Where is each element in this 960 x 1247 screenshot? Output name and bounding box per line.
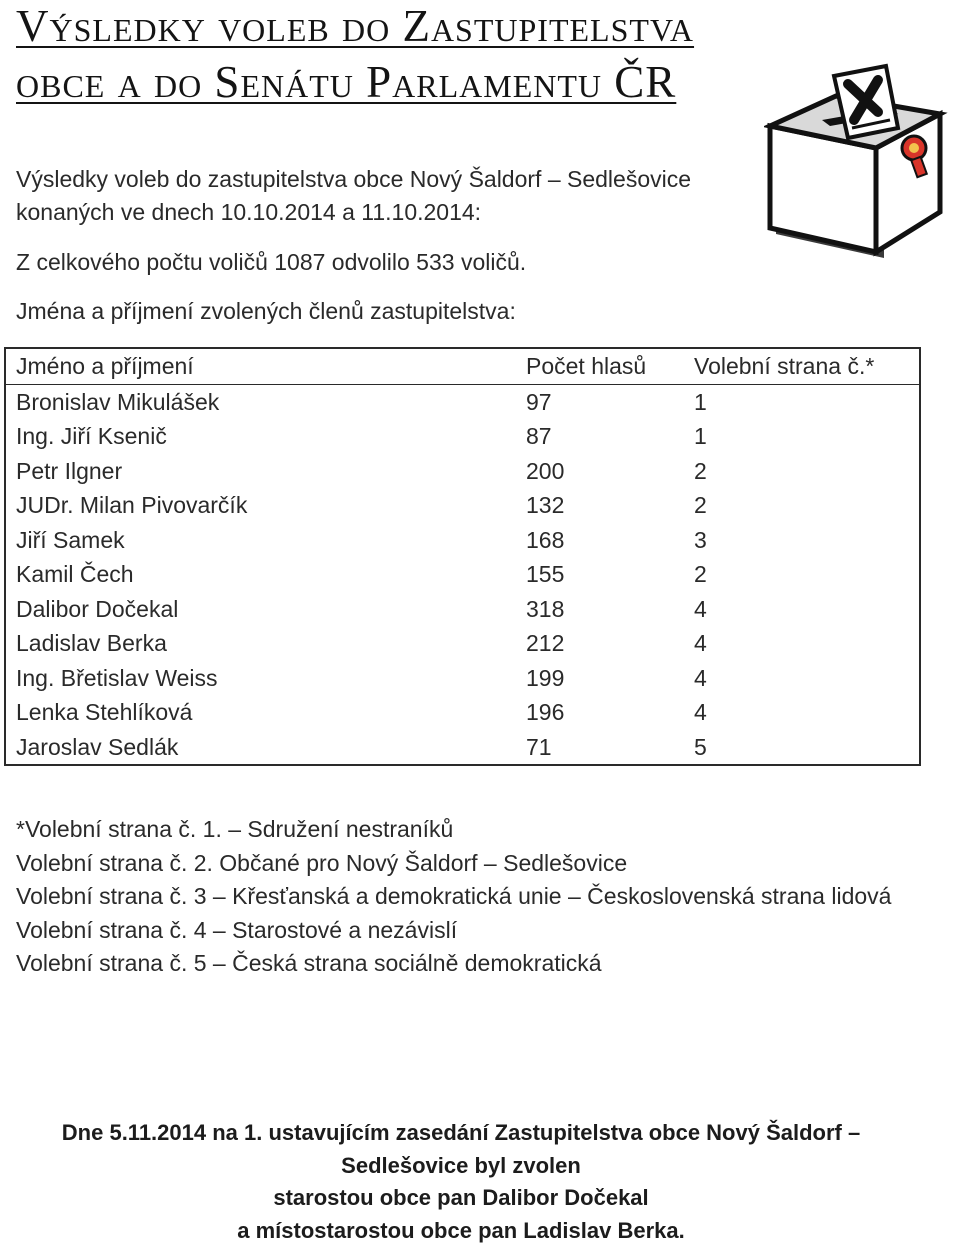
cell-name: Lenka Stehlíková (16, 699, 193, 726)
header-votes: Počet hlasů (516, 348, 684, 384)
legend-item: Volební strana č. 2. Občané pro Nový Šaldorf – Sedlešovice (16, 849, 628, 876)
members-heading: Jména a příjmení zvolených členů zastupitelstva: (16, 298, 516, 324)
cell-votes: 199 (526, 664, 565, 691)
cell-name: Bronislav Mikulášek (16, 388, 220, 415)
cell-votes: 168 (526, 526, 565, 553)
cell-votes: 318 (526, 595, 565, 622)
cell-votes: 196 (526, 699, 565, 726)
ballot-box-icon (764, 62, 950, 258)
closing-line-4: a místostarostou obce pan Ladislav Berka. (237, 1217, 685, 1243)
cell-name: Ing. Jiří Ksenič (16, 423, 167, 450)
table-row (5, 488, 920, 523)
cell-name: Jiří Samek (16, 526, 125, 553)
table-header-row (5, 348, 920, 384)
page-title-line-1: Výsledky voleb do Zastupitelstva (16, 1, 695, 51)
cell-votes: 212 (526, 630, 565, 657)
cell-name: Kamil Čech (16, 561, 134, 588)
cell-votes: 71 (526, 733, 552, 760)
table-row (5, 419, 920, 454)
table-row (5, 384, 920, 419)
cell-votes: 132 (526, 492, 565, 519)
table-row (5, 661, 920, 696)
page-title-line-2: obce a do Senátu Parlamentu ČR (16, 57, 677, 107)
turnout-text: Z celkového počtu voličů 1087 odvolilo 533 voličů. (16, 249, 527, 275)
cell-party: 2 (694, 492, 707, 519)
results-table (4, 347, 921, 766)
table-row (5, 730, 920, 766)
cell-name: JUDr. Milan Pivovarčík (16, 492, 248, 519)
cell-party: 4 (694, 699, 707, 726)
cell-party: 4 (694, 595, 707, 622)
cell-name: Dalibor Dočekal (16, 595, 179, 622)
cell-name: Ladislav Berka (16, 630, 167, 657)
cell-party: 4 (694, 664, 707, 691)
table-row (5, 626, 920, 661)
cell-name: Petr Ilgner (16, 457, 123, 484)
legend-item: Volební strana č. 4 – Starostové a nezávislí (16, 916, 458, 943)
party-legend (16, 813, 916, 981)
table-row (5, 454, 920, 489)
cell-votes: 97 (526, 388, 552, 415)
legend-item: Volební strana č. 5 – Česká strana sociálně demokratická (16, 950, 602, 977)
cell-votes: 200 (526, 457, 565, 484)
cell-party: 5 (694, 733, 707, 760)
cell-party: 3 (694, 526, 707, 553)
table-row (5, 557, 920, 592)
legend-item: *Volební strana č. 1. – Sdružení nestraníků (16, 816, 454, 842)
cell-party: 1 (694, 423, 707, 450)
intro-line-1: Výsledky voleb do zastupitelstva obce Nový Šaldorf – Sedlešovice (16, 166, 692, 192)
cell-party: 2 (694, 561, 707, 588)
cell-votes: 87 (526, 423, 552, 450)
intro-line-2: konaných ve dnech 10.10.2014 a 11.10.2014: (16, 199, 482, 225)
cell-votes: 155 (526, 561, 565, 588)
closing-line-1: Dne 5.11.2014 na 1. ustavujícím zasedání Zastupitelstva obce Nový Šaldorf – (61, 1120, 861, 1145)
closing-line-2: Sedlešovice byl zvolen (341, 1152, 581, 1178)
header-party: Volební strana č.* (684, 348, 920, 384)
table-row (5, 695, 920, 730)
header-name: Jméno a příjmení (5, 348, 516, 384)
closing-line-3: starostou obce pan Dalibor Dočekal (273, 1185, 649, 1210)
table-row (5, 592, 920, 627)
closing-statement (0, 1117, 922, 1247)
cell-name: Ing. Břetislav Weiss (16, 664, 218, 691)
cell-party: 2 (694, 457, 707, 484)
legend-item: Volební strana č. 3 – Křesťanská a demokratická unie – Československá strana lidová (16, 883, 892, 910)
cell-party: 4 (694, 630, 707, 657)
table-row (5, 523, 920, 558)
cell-party: 1 (694, 388, 707, 415)
cell-name: Jaroslav Sedlák (16, 733, 179, 760)
